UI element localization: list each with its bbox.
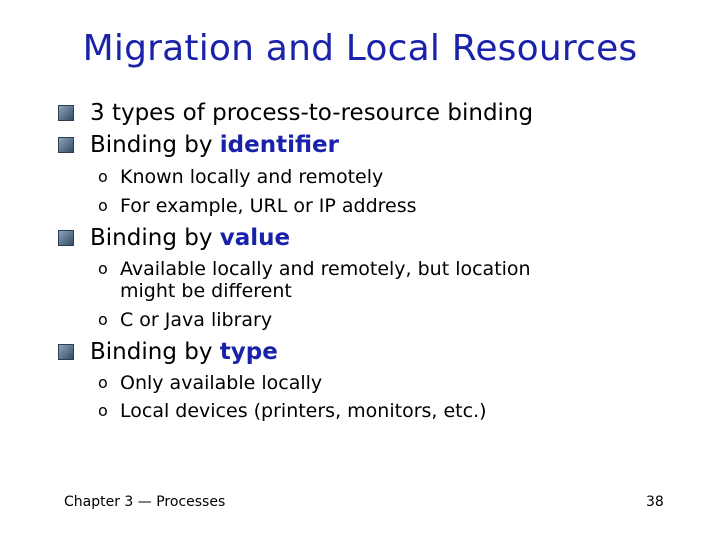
sub-bullet-item [98, 258, 531, 280]
bullet-item [56, 130, 339, 160]
sub-bullet-item [98, 400, 487, 422]
sub-bullet-item [98, 195, 417, 217]
sub-bullet-text: Known locally and remotely [120, 166, 384, 188]
bullet-highlight: value [219, 225, 291, 251]
sub-bullet-marker: o [98, 196, 108, 215]
slide-title: Migration and Local Resources [82, 28, 638, 69]
sub-bullet-marker: o [98, 310, 108, 329]
sub-bullet-item [98, 309, 272, 331]
bullet-text [90, 225, 290, 251]
bullet-item [56, 223, 290, 253]
q-square-bullet-icon [56, 135, 76, 155]
q-square-bullet-icon [56, 228, 76, 248]
bullet-text: 3 types of process-to-resource binding [90, 100, 534, 126]
sub-bullet-marker: o [98, 373, 108, 392]
sub-bullet-text: Local devices (printers, monitors, etc.) [120, 400, 487, 422]
bullet-prefix: Binding by [90, 339, 220, 365]
sub-bullet-text: C or Java library [120, 309, 273, 331]
bullet-highlight: type [219, 339, 278, 365]
bullet-highlight: identifier [219, 132, 339, 158]
sub-bullet-text: Available locally and remotely, but location [120, 258, 531, 280]
footer-page-number: 38 [646, 494, 664, 510]
sub-bullet-marker: o [98, 167, 108, 186]
sub-bullet-text: might be different [120, 280, 292, 302]
bullet-text [90, 132, 339, 158]
q-square-bullet-icon [56, 103, 76, 123]
bullet-prefix: Binding by [90, 225, 220, 251]
sub-bullet-continuation [98, 280, 292, 302]
sub-bullet-marker: o [98, 401, 108, 420]
bullet-item [56, 98, 533, 128]
sub-bullet-item [98, 372, 322, 394]
bullet-text [90, 339, 278, 365]
sub-bullet-text: For example, URL or IP address [120, 195, 417, 217]
bullet-item [56, 337, 278, 367]
q-square-bullet-icon [56, 342, 76, 362]
sub-bullet-item [98, 166, 383, 188]
footer-chapter: Chapter 3 — Processes [64, 494, 226, 510]
bullet-prefix: Binding by [90, 132, 220, 158]
sub-bullet-text: Only available locally [120, 372, 323, 394]
sub-bullet-marker: o [98, 259, 108, 278]
